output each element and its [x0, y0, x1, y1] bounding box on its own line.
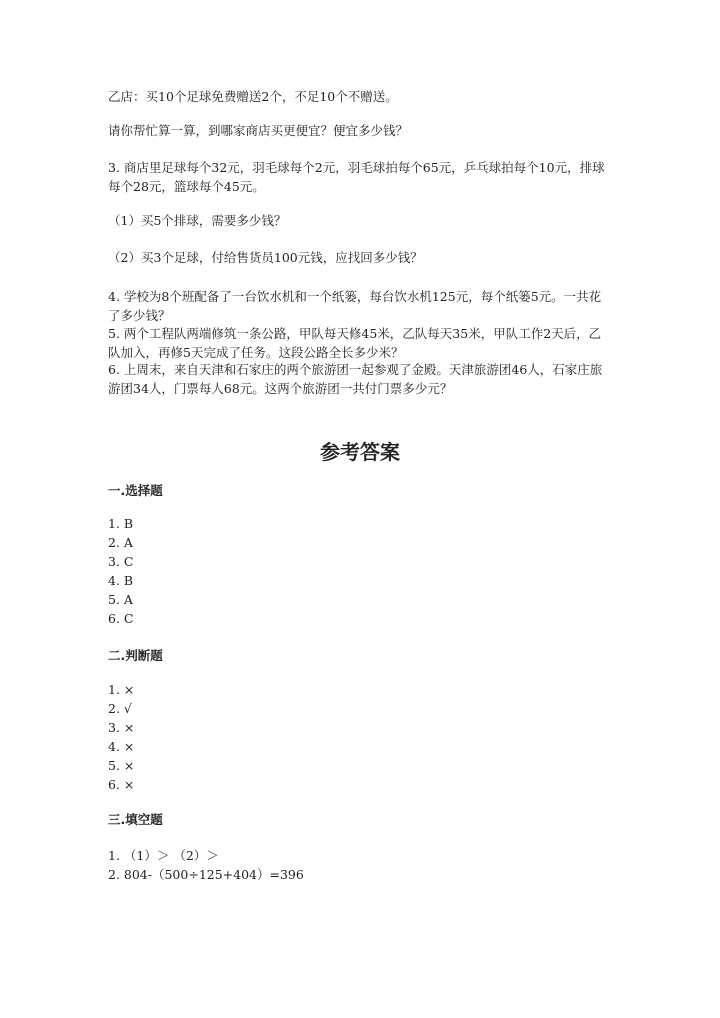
answer-item: 6. × — [108, 777, 135, 792]
answer-item: 4. B — [108, 573, 134, 588]
choice-answers-list — [108, 514, 133, 628]
question-2-shop-b: 乙店：买10个足球免费赠送2个，不足10个不赠送。 — [108, 89, 398, 104]
section-heading-judgment: 二.判断题 — [108, 648, 163, 663]
question-3: 3. 商店里足球每个32元，羽毛球每个2元，羽毛球拍每个65元，乒乓球拍每个10元，排球每个28元，篮球每个45元。 — [108, 160, 605, 194]
question-2-ask: 请你帮忙算一算，到哪家商店买更便宜？便宜多少钱？ — [108, 123, 409, 138]
answer-item: 5. A — [108, 592, 133, 607]
answer-item: 6. C — [108, 611, 134, 626]
question-5: 5. 两个工程队两端修筑一条公路，甲队每天修45米，乙队每天35米，甲队工作2天后，乙队加入，再修5天完成了任务。这段公路全长多少米？ — [108, 326, 602, 360]
section-heading-fill-blank: 三.填空题 — [108, 812, 163, 827]
question-3-part-1: （1）买5个排球，需要多少钱？ — [108, 213, 287, 228]
answer-item: 2. A — [108, 535, 133, 550]
answer-item: 4. × — [108, 739, 135, 754]
question-4: 4. 学校为8个班配备了一台饮水机和一个纸篓，每台饮水机125元，每个纸篓5元。一共花了多少钱？ — [108, 289, 602, 323]
section-heading-choice: 一.选择题 — [108, 483, 163, 498]
answer-item: 1. （1）＞ （2）＞ — [108, 848, 219, 863]
answer-item: 3. × — [108, 720, 135, 735]
answers-title: 参考答案 — [320, 440, 400, 464]
answer-item: 2. √ — [108, 701, 132, 716]
answer-item: 3. C — [108, 554, 134, 569]
answer-item: 1. × — [108, 682, 135, 697]
fill-blank-answers-list — [108, 846, 304, 884]
answer-item: 1. B — [108, 516, 134, 531]
question-6: 6. 上周末，来自天津和石家庄的两个旅游团一起参观了金殿。天津旅游团46人，石家庄旅游团34人，门票每人68元。这两个旅游团一共付门票多少元？ — [108, 362, 603, 396]
answer-item: 2. 804-（500÷125+404）=396 — [108, 867, 304, 882]
answer-item: 5. × — [108, 758, 135, 773]
judgment-answers-list — [108, 680, 134, 794]
question-3-part-2: （2）买3个足球，付给售货员100元钱，应找回多少钱？ — [108, 250, 423, 265]
